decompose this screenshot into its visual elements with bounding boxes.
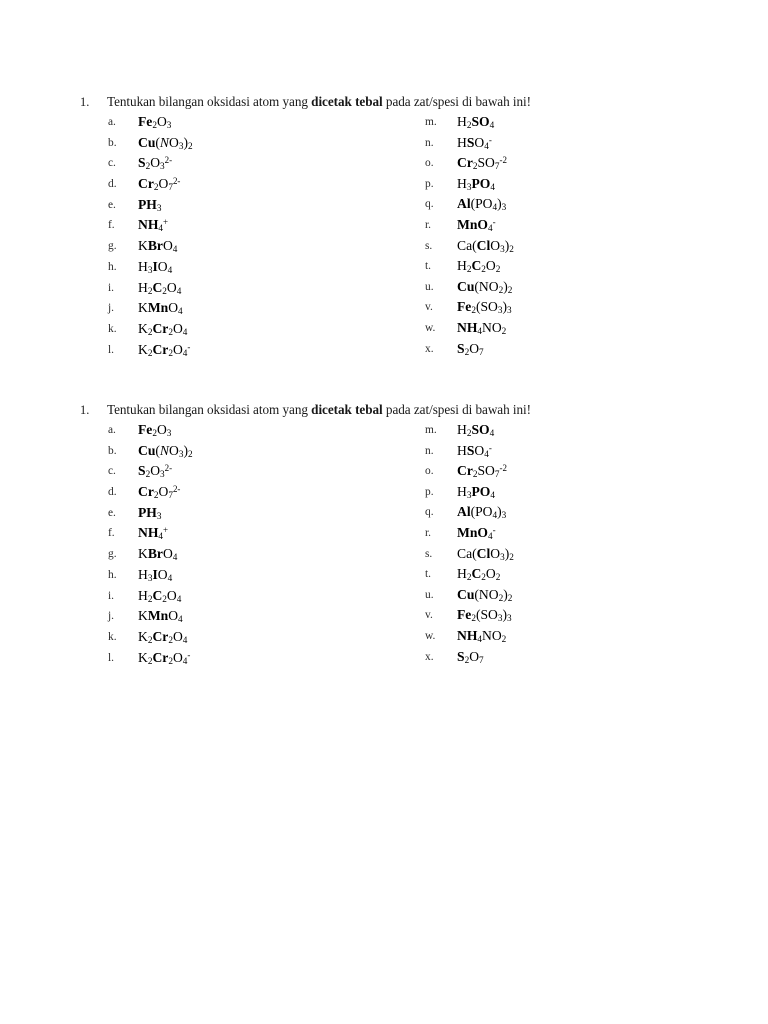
list-item-marker: s. [425,547,433,560]
list-item-marker: c. [108,157,116,170]
item-column-left [108,112,398,360]
list-item [425,482,725,503]
chemical-formula: $H_3PO_4$ [457,483,495,500]
list-item [425,544,725,565]
chemical-formula: $Fe_2(SO_3)_3$ [457,607,512,624]
list-item-marker: q. [425,198,434,211]
list-item [108,606,398,627]
list-item [425,461,725,482]
chemical-formula: $NH_4NO_2$ [457,627,507,644]
list-item-marker: j. [108,302,115,315]
list-item [108,627,398,648]
list-item [108,133,398,154]
list-item-marker: g. [108,548,117,561]
list-item [425,277,725,298]
chemical-formula: $S_2O_7$ [457,648,484,665]
list-item-marker: f. [108,219,115,232]
list-item [108,461,398,482]
chemical-formula: $NH_4^+$ [138,525,169,542]
list-item-marker: d. [108,486,117,499]
chemical-formula: $Fe_2O_3$ [138,114,172,131]
list-item-marker: w. [425,629,436,642]
list-item-marker: m. [425,424,437,436]
list-item [425,647,725,668]
list-item-marker: t. [425,568,432,581]
list-item [108,441,398,462]
list-item [425,318,725,339]
chemical-formula: $HSO_4^-$ [457,442,492,459]
item-column-right [425,112,725,359]
chemical-formula: KMnO$_4$ [138,300,183,317]
question-number: 1. [80,403,90,417]
chemical-formula: $H_2C_2O_2$ [457,566,501,583]
list-item-marker: s. [425,239,433,252]
chemical-formula: $NH_4NO_2$ [457,319,507,336]
chemical-formula: $Cr_2SO_7^{-2}$ [457,155,507,172]
chemical-formula: KBrO$_4$ [138,546,178,563]
list-item-marker: w. [425,321,436,334]
list-item-marker: i. [108,281,115,294]
list-item [425,297,725,318]
list-item-marker: p. [425,485,434,498]
chemical-formula: $S_2O_3^{2-}$ [138,463,173,480]
list-item [425,585,725,606]
list-item [425,215,725,236]
prompt-prefix: Tentukan bilangan oksidasi atom yang [107,94,312,109]
question-number: 1. [80,95,90,109]
list-item-marker: k. [108,630,117,643]
list-item [425,236,725,257]
list-item-marker: c. [108,465,116,478]
prompt-bold-phrase: dicetak tebal [311,94,383,109]
list-item-marker: j. [108,610,115,623]
question-heading [0,92,768,112]
list-item [108,420,398,441]
prompt-suffix: pada zat/spesi di bawah ini! [382,94,531,109]
list-item-marker: l. [108,343,115,356]
prompt-prefix: Tentukan bilangan oksidasi atom yang [107,402,312,417]
list-item-marker: e. [108,198,116,211]
chemical-formula: $Fe_2O_3$ [138,422,172,439]
chemical-formula: KMnO$_4$ [138,608,183,625]
list-item [425,153,725,174]
chemical-formula: MnO$_4$- [457,216,496,233]
list-item-marker: p. [425,177,434,190]
list-item [425,420,725,441]
chemical-formula: $H_2C_2O_4$ [138,279,182,296]
list-item [425,564,725,585]
list-item [108,319,398,340]
chemical-formula: $Al(PO_4)_3$ [457,196,507,213]
chemical-formula: $S_2O_7$ [457,340,484,357]
list-item-marker: f. [108,527,115,540]
list-item [108,482,398,503]
chemical-formula: $PH_3$ [138,196,162,213]
item-columns [0,420,768,670]
list-item-marker: r. [425,218,432,231]
question-heading [0,400,768,420]
chemical-formula: $Cu(NO_3)_2$ [138,442,193,459]
prompt-suffix: pada zat/spesi di bawah ini! [382,402,531,417]
question-block [0,92,768,362]
list-item [425,112,725,133]
list-item-marker: x. [425,650,434,663]
chemical-formula: $Cr_2O_7^{2-}$ [138,176,181,193]
list-item [108,257,398,278]
chemical-formula: $H_2SO_4$ [457,422,495,439]
list-item-marker: n. [425,444,434,457]
list-item-marker: v. [425,301,433,314]
chemical-formula: MnO$_4$- [457,524,496,541]
chemical-formula: $Ca(ClO_3)_2$ [457,545,514,562]
list-item-marker: n. [425,136,434,149]
list-item-marker: k. [108,322,117,335]
list-item [108,195,398,216]
chemical-formula: $H_3PO_4$ [457,175,495,192]
chemical-formula: $K_2Cr_2O_4$ [138,320,188,337]
list-item-marker: o. [425,465,434,478]
chemical-formula: $Cu(NO_2)_2$ [457,586,513,603]
item-columns [0,112,768,362]
list-item-marker: b. [108,136,117,149]
list-item [108,236,398,257]
list-item-marker: u. [425,280,434,293]
list-item-marker: r. [425,526,432,539]
chemical-formula: $HSO_4^-$ [457,134,492,151]
list-item-marker: b. [108,444,117,457]
chemical-formula: $Al(PO_4)_3$ [457,504,507,521]
chemical-formula: $H_3IO_4$ [138,566,173,583]
question-prompt [107,92,531,112]
list-item [425,339,725,360]
list-item-marker: q. [425,506,434,519]
list-item [425,174,725,195]
list-item-marker: u. [425,588,434,601]
list-item [425,133,725,154]
list-item [108,544,398,565]
chemical-formula: $Cr_2SO_7^{-2}$ [457,463,507,480]
chemical-formula: $NH_4^+$ [138,217,169,234]
list-item [108,298,398,319]
list-item [108,153,398,174]
chemical-formula: $Ca(ClO_3)_2$ [457,237,514,254]
list-item-marker: d. [108,178,117,191]
list-item [108,586,398,607]
chemical-formula: $PH_3$ [138,504,162,521]
list-item-marker: m. [425,116,437,128]
list-item [108,174,398,195]
list-item [425,256,725,277]
list-item [108,112,398,133]
list-item-marker: h. [108,260,117,273]
list-item [108,648,398,669]
list-item-marker: e. [108,506,116,519]
list-item [425,523,725,544]
chemical-formula: $Cu(NO_2)_2$ [457,278,513,295]
list-item-marker: t. [425,260,432,273]
chemical-formula: $H_2C_2O_4$ [138,587,182,604]
list-item-marker: h. [108,568,117,581]
chemical-formula: $S_2O_3^{2-}$ [138,155,173,172]
list-item [108,278,398,299]
list-item [425,605,725,626]
chemical-formula: $K_2Cr_2O_4^-$ [138,341,191,358]
list-item [425,194,725,215]
list-item-marker: o. [425,157,434,170]
item-column-right [425,420,725,667]
list-item-marker: a. [108,424,116,436]
list-item-marker: g. [108,240,117,253]
chemical-formula: $Fe_2(SO_3)_3$ [457,299,512,316]
list-item [425,441,725,462]
list-item [425,502,725,523]
chemical-formula: $H_2SO_4$ [457,114,495,131]
list-item [108,340,398,361]
chemical-formula: $H_2C_2O_2$ [457,258,501,275]
list-item-marker: i. [108,589,115,602]
chemical-formula: $K_2Cr_2O_4^-$ [138,649,191,666]
question-block [0,400,768,670]
list-item-marker: l. [108,651,115,664]
question-prompt [107,400,531,420]
list-item-marker: a. [108,116,116,128]
list-item [108,565,398,586]
list-item [108,503,398,524]
list-item-marker: v. [425,609,433,622]
chemical-formula: $Cr_2O_7^{2-}$ [138,484,181,501]
list-item [425,626,725,647]
item-column-left [108,420,398,668]
list-item [108,215,398,236]
list-item [108,523,398,544]
chemical-formula: $H_3IO_4$ [138,258,173,275]
chemical-formula: KBrO$_4$ [138,238,178,255]
prompt-bold-phrase: dicetak tebal [311,402,383,417]
chemical-formula: $K_2Cr_2O_4$ [138,628,188,645]
chemical-formula: $Cu(NO_3)_2$ [138,134,193,151]
list-item-marker: x. [425,342,434,355]
